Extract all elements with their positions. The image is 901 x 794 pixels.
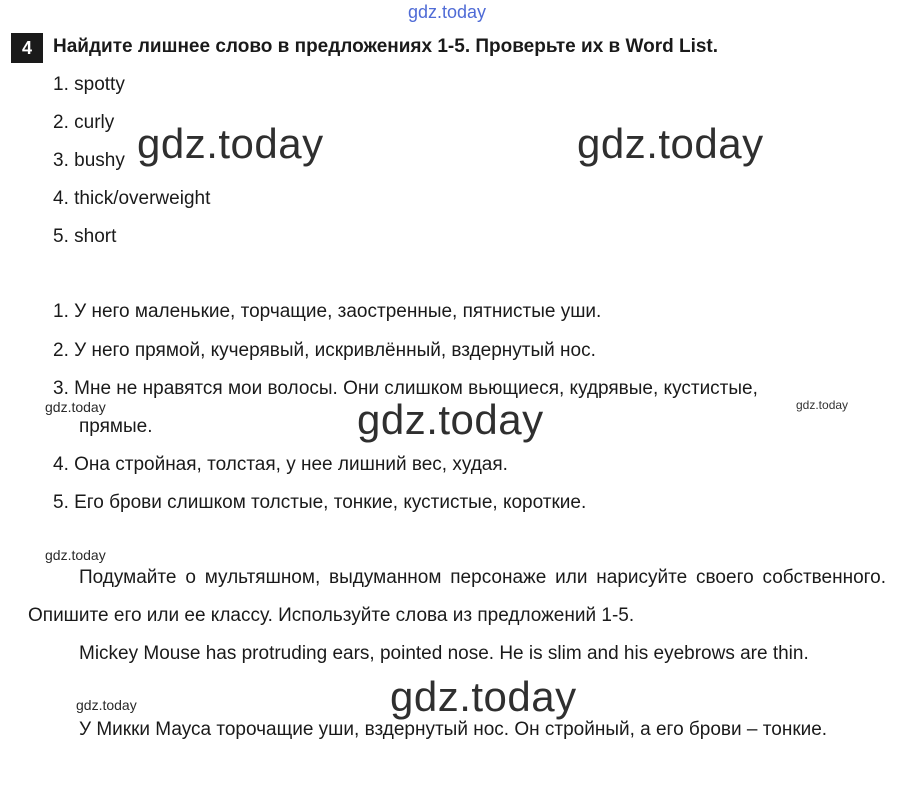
watermark-small: gdz.today: [76, 697, 137, 713]
task-title: Найдите лишнее слово в предложениях 1-5. Проверьте их в Word List.: [53, 36, 719, 57]
answer-item: 1. spotty: [53, 74, 125, 95]
answer-item: 5. short: [53, 226, 117, 247]
answer-item: 2. curly: [53, 112, 115, 133]
watermark-large: gdz.today: [357, 396, 544, 443]
watermark-small: gdz.today: [796, 398, 849, 412]
watermark-large: gdz.today: [390, 673, 577, 720]
watermark-small: gdz.today: [45, 399, 106, 415]
instruction-paragraph: Подумайте о мультяшном, выдуманном персонаже или нарисуйте своего собственного. Опишите его или ее классу. Используйте слова из предложений 1-5.: [28, 567, 886, 626]
sentence-item-continuation: прямые.: [79, 416, 153, 437]
watermark-small: gdz.today: [45, 547, 106, 563]
watermark-large: gdz.today: [577, 120, 764, 167]
watermark-top: gdz.today: [408, 2, 487, 22]
answer-item: 4. thick/overweight: [53, 188, 211, 209]
answer-paragraph-english: Mickey Mouse has protruding ears, pointed nose. He is slim and his eyebrows are thin.: [79, 643, 809, 664]
sentence-item: 4. Она стройная, толстая, у нее лишний вес, худая.: [53, 454, 508, 475]
answer-item: 3. bushy: [53, 150, 125, 171]
sentence-item: 5. Его брови слишком толстые, тонкие, кустистые, короткие.: [53, 492, 587, 513]
task-number-badge: 4: [11, 33, 43, 63]
sentence-item: 1. У него маленькие, торчащие, заостренные, пятнистые уши.: [53, 301, 602, 322]
answer-paragraph-russian: У Микки Мауса торочащие уши, вздернутый нос. Он стройный, а его брови – тонкие.: [79, 719, 828, 740]
sentence-item: 2. У него прямой, кучерявый, искривлённый, вздернутый нос.: [53, 340, 596, 361]
watermark-large: gdz.today: [137, 120, 324, 167]
sentence-item: 3. Мне не нравятся мои волосы. Они слишком вьющиеся, кудрявые, кустистые,: [53, 378, 758, 399]
